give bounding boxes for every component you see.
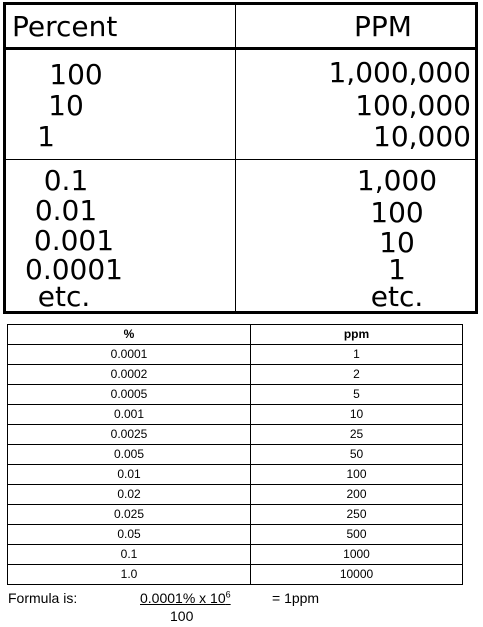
percent-cell: 0.05: [8, 525, 251, 545]
percent-value: 0.001: [33, 224, 115, 257]
percent-cell: 0.0005: [8, 385, 251, 405]
ppm-value: 10: [379, 226, 415, 259]
ppm-cell: 2: [251, 365, 463, 385]
formula-label: Formula is:: [8, 590, 78, 606]
header-percent: Percent: [12, 10, 118, 43]
ppm-value: 1,000: [356, 164, 438, 197]
table-row: [8, 485, 463, 505]
ppm-value: 100,000: [355, 89, 471, 122]
formula-exponent: 6: [225, 589, 231, 600]
percent-ppm-table: [3, 2, 478, 314]
column-divider: [235, 5, 236, 311]
formula-denominator: 100: [170, 608, 194, 624]
ppm-value: 10,000: [373, 120, 471, 153]
table-header-row: [8, 325, 463, 345]
ppm-value: 1: [388, 253, 406, 286]
percent-cell: 0.025: [8, 505, 251, 525]
ppm-cell: 1000: [251, 545, 463, 565]
percent-value: 0.0001: [25, 253, 123, 286]
percent-cell: 0.1: [8, 545, 251, 565]
table-row: [8, 505, 463, 525]
ppm-cell: 500: [251, 525, 463, 545]
header-divider: [6, 47, 475, 50]
table-row: [8, 525, 463, 545]
percent-cell: 0.0002: [8, 365, 251, 385]
ppm-cell: 200: [251, 485, 463, 505]
percent-cell: 0.005: [8, 445, 251, 465]
group-divider: [6, 159, 475, 160]
ppm-value: etc.: [370, 280, 424, 313]
table-row: [8, 405, 463, 425]
percent-cell: 0.0001: [8, 345, 251, 365]
percent-ppm-data-table: [7, 324, 463, 585]
ppm-cell: 50: [251, 445, 463, 465]
table-row: [8, 465, 463, 485]
header-ppm: PPM: [354, 10, 412, 43]
percent-cell: 1.0: [8, 565, 251, 585]
ppm-cell: 100: [251, 465, 463, 485]
table-row: [8, 385, 463, 405]
percent-value: 0.1: [43, 164, 89, 197]
percent-cell: 0.02: [8, 485, 251, 505]
percent-value: etc.: [37, 280, 91, 313]
ppm-cell: 10000: [251, 565, 463, 585]
table-row: [8, 345, 463, 365]
percent-value: 10: [48, 89, 84, 122]
table-row: [8, 445, 463, 465]
percent-cell: 0.0025: [8, 425, 251, 445]
ppm-value: 1,000,000: [328, 56, 471, 89]
ppm-value: 100: [370, 196, 424, 229]
percent-cell: 0.001: [8, 405, 251, 425]
table-row: [8, 425, 463, 445]
percent-value: 1: [37, 120, 55, 153]
table-row: [8, 545, 463, 565]
percent-value: 100: [49, 58, 103, 91]
ppm-cell: 1: [251, 345, 463, 365]
table-row: [8, 365, 463, 385]
ppm-cell: 10: [251, 405, 463, 425]
ppm-cell: 250: [251, 505, 463, 525]
formula-numerator: [140, 590, 231, 606]
column-header-ppm: ppm: [251, 325, 463, 345]
column-header-percent: %: [8, 325, 251, 345]
table-row: [8, 565, 463, 585]
ppm-cell: 5: [251, 385, 463, 405]
ppm-cell: 25: [251, 425, 463, 445]
formula-result: = 1ppm: [272, 590, 320, 606]
percent-cell: 0.01: [8, 465, 251, 485]
percent-value: 0.01: [34, 194, 98, 227]
formula-numerator-text: 0.0001% x 10: [140, 590, 226, 606]
